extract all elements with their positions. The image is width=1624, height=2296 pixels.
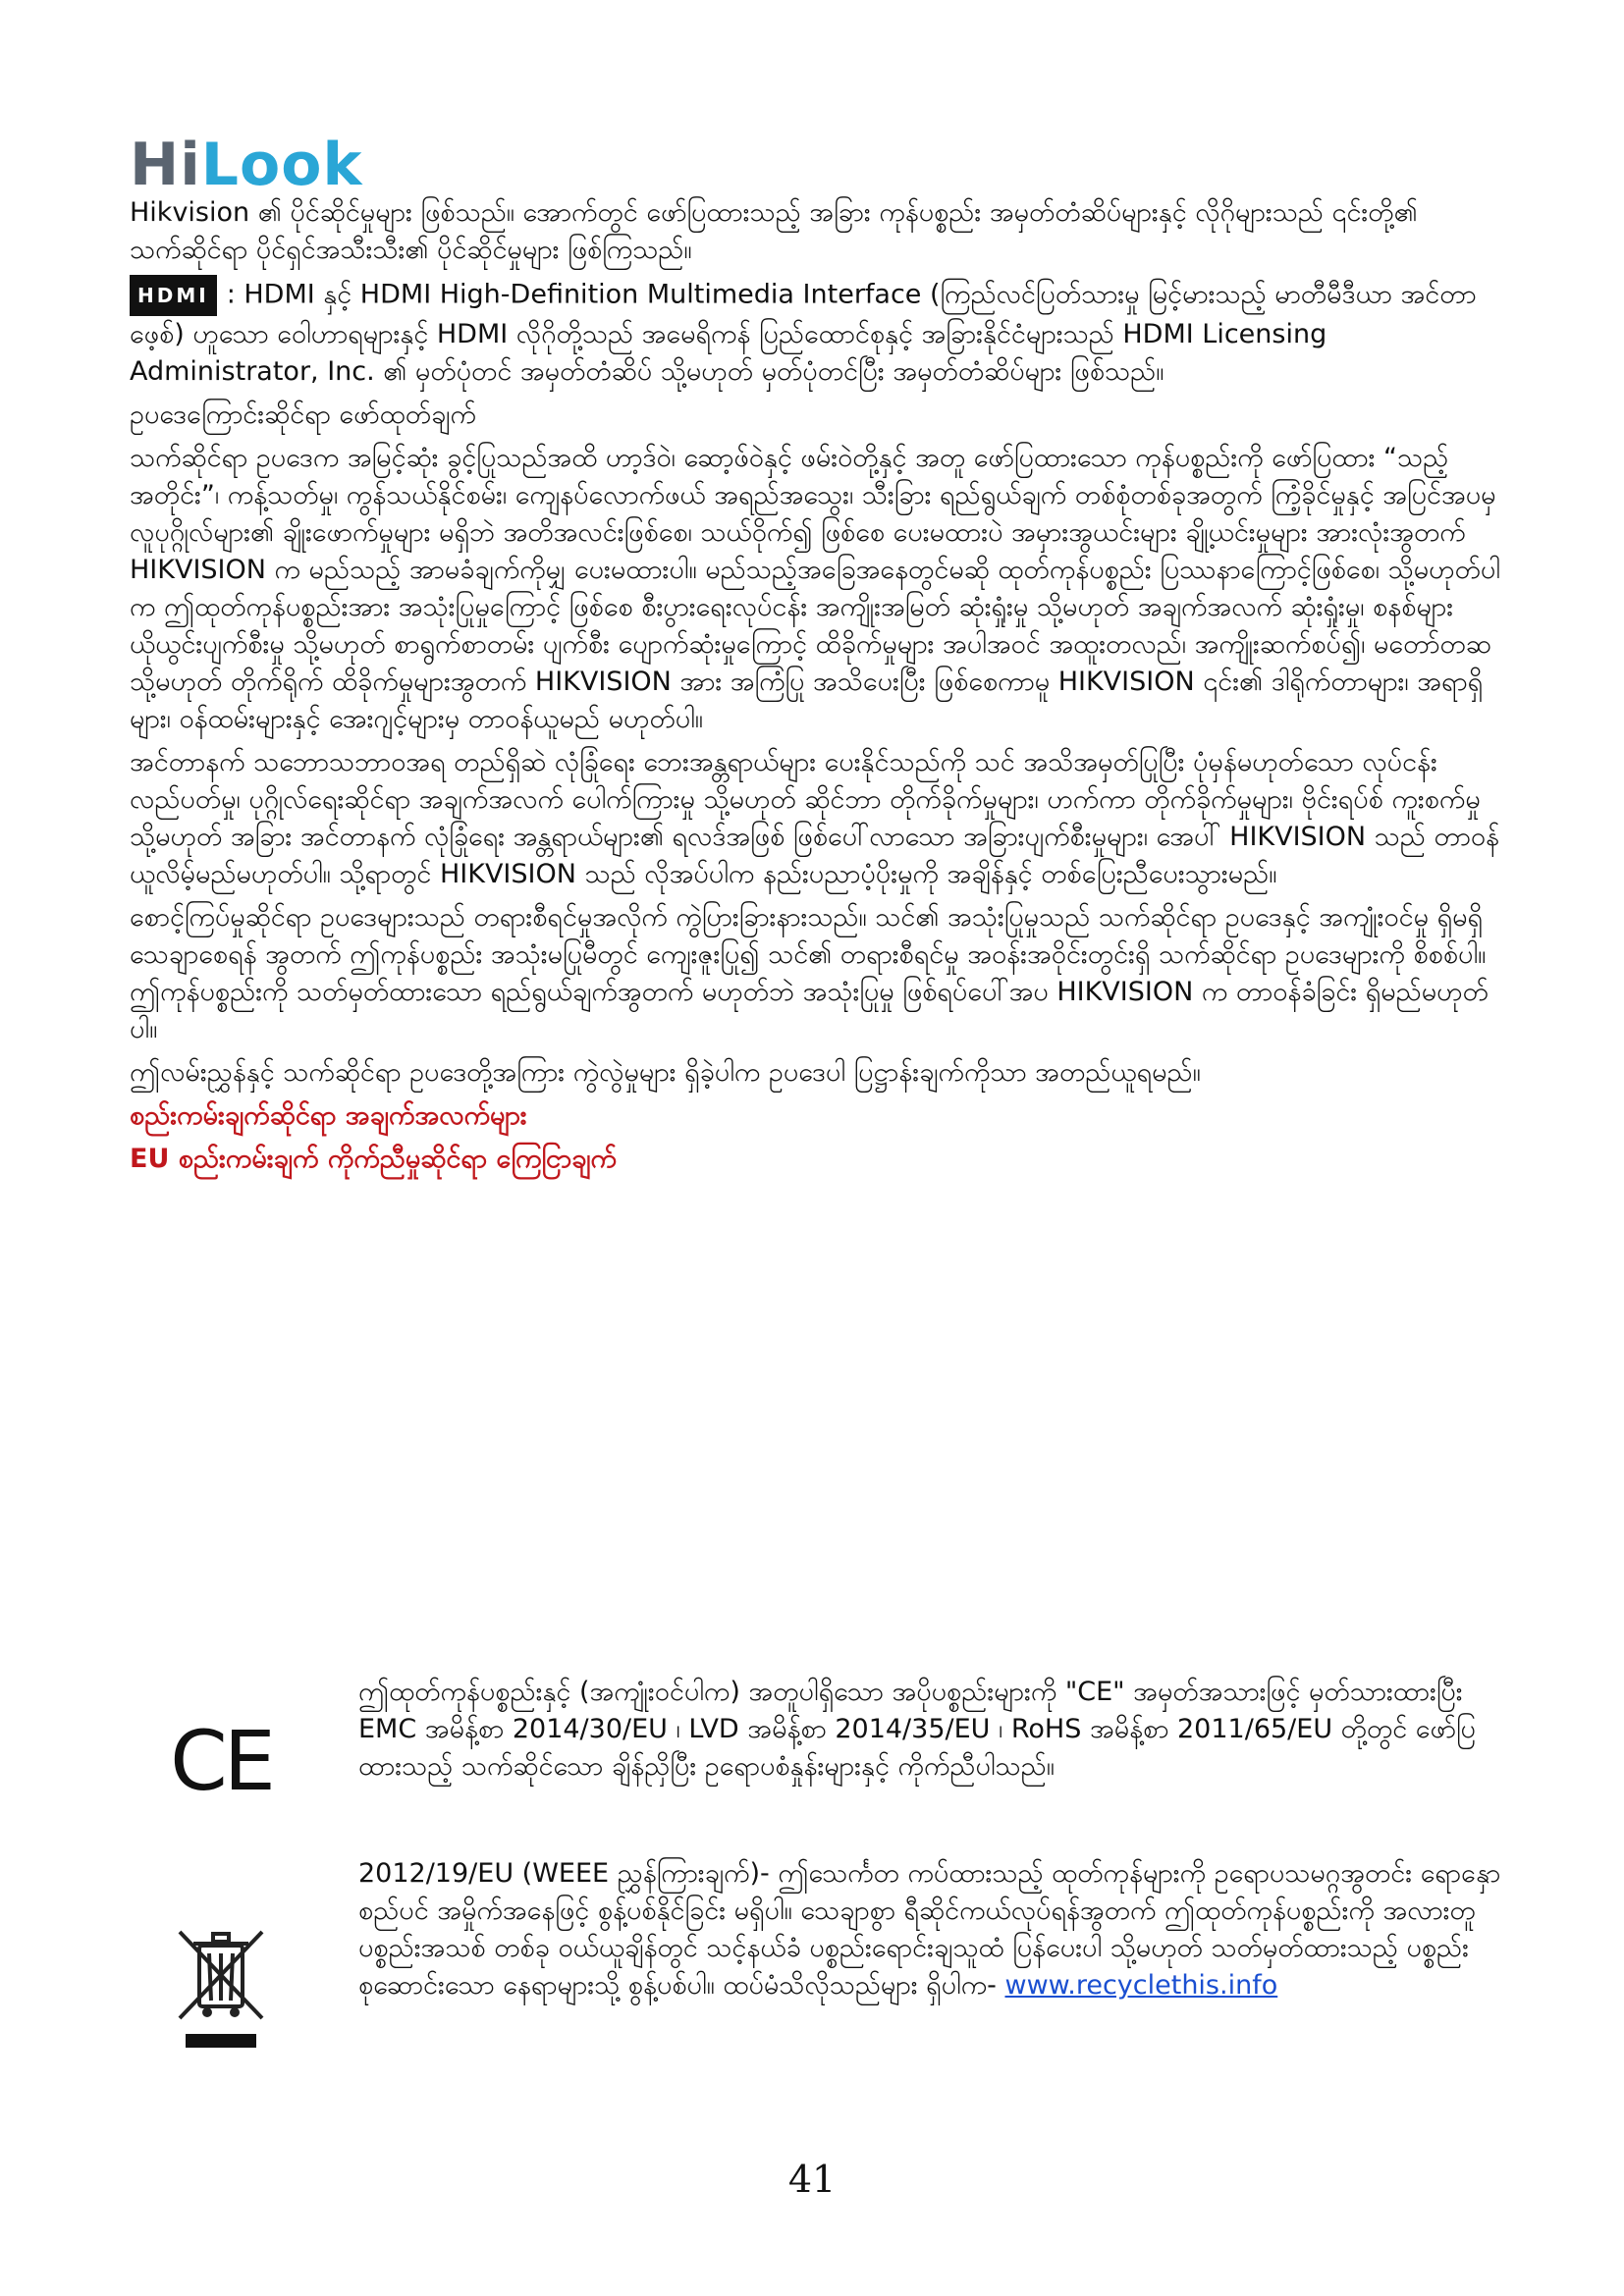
hdmi-text: : HDMI နှင့် HDMI High-Definition Multimedia Interface (ကြည်လင်ပြတ်သားမှု မြင့်မားသည့် မာတီမီဒီယာ အင်တာဖေ့စ်) ဟူသော ဝေါဟာရများနှင့် HDMI လိုဂိုတို့သည် အမေရိကန် ပြည်ထောင်စုနှင့် အခြားနိုင်ငံများသည် HDMI Licensing Administrator, Inc. ၏ မှတ်ပုံတင် အမှတ်တံဆိပ် သို့မဟုတ် မှတ်ပုံတင်ပြီး အမှတ်တံဆိပ်များ ဖြစ်သည်။ <box>130 279 1477 387</box>
regulatory-heading: စည်းကမ်းချက်ဆိုင်ရာ အချက်အလက်များ <box>130 1100 527 1131</box>
weee-paragraph <box>358 1855 1507 2004</box>
trademark-paragraph: Hikvision ၏ ပိုင်ဆိုင်မှုများ ဖြစ်သည်။ အောက်တွင် ဖော်ပြထားသည့် အခြား ကုန်ပစ္စည်း အမှတ်တံဆိပ်များနှင့် လိုဂိုများသည် ၎င်းတို့၏ သက်ဆိုင်ရာ ပိုင်ရှင်အသီးသီး၏ ပိုင်ဆိုင်မှုများ ဖြစ်ကြသည်။ <box>130 197 1418 265</box>
hdmi-paragraph <box>130 275 1504 391</box>
ce-mark-icon: CE <box>170 1713 272 1809</box>
eu-compliance-heading: EU စည်းကမ်းချက် ကိုက်ညီမှုဆိုင်ရာ ကြေငြာချက် <box>130 1144 617 1174</box>
main-text <box>130 194 1504 1184</box>
logo-text-look: Look <box>200 131 363 199</box>
ce-paragraph: ဤထုတ်ကုန်ပစ္စည်းနှင့် (အကျုံးဝင်ပါက) အတူပါရှိသော အပိုပစ္စည်းများကို "CE" အမှတ်အသားဖြင့် မှတ်သားထားပြီး EMC အမိန့်စာ 2014/30/EU ၊ LVD အမိန့်စာ 2014/35/EU ၊ RoHS အမိန့်စာ 2011/65/EU တို့တွင် ဖော်ပြထားသည့် သက်ဆိုင်သော ချိန်ညှိပြီး ဥရောပစံနှုန်းများနှင့် ကိုက်ညီပါသည်။ <box>358 1677 1476 1782</box>
legal-paragraph-4: ဤလမ်းညွှန်နှင့် သက်ဆိုင်ရာ ဥပဒေတို့အကြား ကွဲလွဲမှုများ ရှိခဲ့ပါက ဥပဒေပါ ပြဋ္ဌာန်းချက်ကိုသာ အတည်ယူရမည်။ <box>130 1057 1201 1088</box>
weee-text: 2012/19/EU (WEEE ညွှန်ကြားချက်)- ဤသေင်္ကတ ကပ်ထားသည့် ထုတ်ကုန်များကို ဥရောပသမဂ္ဂအွတင်း ရောနှောစည်ပင် အမှိုက်အနေဖြင့် စွန့်ပစ်နိုင်ခြင်း မရှိပါ။ သေချာစွာ ရီဆိုင်ကယ်လုပ်ရန်အွတက် ဤထုတ်ကုန်ပစ္စည်းကို အလားတူ ပစ္စည်းအသစ် တစ်ခု ဝယ်ယူချိန်တွင် သင့်နယ်ခံ ပစ္စည်းရောင်းချသူထံ ပြန်ပေးပါ သို့မဟုတ် သတ်မှတ်ထားသည့် ပစ္စည်းစုဆောင်းသော နေရာများသို့ စွန့်ပစ်ပါ။ ထပ်မံသိလိုသည်များ ရှိပါက- <box>358 1858 1501 2001</box>
legal-paragraph-2: အင်တာနက် သဘောသဘာဝအရ တည်ရှိဆဲ လုံခြုံရေး ဘေးအန္တရာယ်များ ပေးနိုင်သည်ကို သင် အသိအမှတ်ပြုပြီး ပုံမှန်မဟုတ်သော လုပ်ငန်းလည်ပတ်မှု၊ ပုဂ္ဂိုလ်ရေးဆိုင်ရာ အချက်အလက် ပေါက်ကြားမှု သို့မဟုတ် ဆိုင်ဘာ တိုက်ခိုက်မှုများ၊ ဟက်ကာ တိုက်ခိုက်မှုများ၊ ဗိုင်းရပ်စ် ကူးစက်မှု သို့မဟုတ် အခြား အင်တာနက် လုံခြုံရေး အန္တရာယ်များ၏ ရလဒ်အဖြစ် ဖြစ်ပေါ်လာသော အခြားပျက်စီးမှုများ၊ အေပါ် HIKVISION သည် တာဝန်ယူလိမ့်မည်မဟုတ်ပါ။ သို့ရာတွင် HIKVISION သည် လိုအပ်ပါက နည်းပညာပံ့ပိုးမှုကို အချိန်နှင့် တစ်ပြေးညီပေးသွားမည်။ <box>130 747 1499 889</box>
page-number: 41 <box>787 2158 837 2201</box>
weee-bin-icon <box>147 1924 295 2065</box>
legal-paragraph-1: သက်ဆိုင်ရာ ဥပဒေက အမြင့်ဆုံး ခွင့်ပြုသည်အထိ ဟာ့ဒ်ဝဲ၊ ဆော့ဖ်ဝဲနှင့် ဖမ်းဝဲတို့နှင့် အတူ ဖော်ပြထားသော ကုန်ပစ္စည်းကို ဖော်ပြထား “သည့်အတိုင်း”၊ ကန့်သတ်မှု၊ ကွန်သယ်နိုင်စမ်း၊ ကျေနပ်လောက်ဖယ် အရည်အသွေး၊ သီးခြား ရည်ရွယ်ချက် တစ်စုံတစ်ခုအတွက် ကြံ့ခိုင်မှုနှင့် အပြင်အပမှ လူပုဂ္ဂိုလ်များ၏ ချိုးဖောက်မှုများ မရှိဘဲ အတိအလင်းဖြစ်စေ၊ သယ်ဝိုက်၍ ဖြစ်စေ ပေးမထားပဲ အမှားအွယင်းများ ချို့ယင်းမှုများ အားလုံးအွတက် HIKVISION က မည်သည့် အာမခံချက်ကိုမျှ ပေးမထားပါ။ မည်သည့်အခြေအနေတွင်မဆို ထုတ်ကုန်ပစ္စည်း ပြဿနာကြောင့်ဖြစ်စေ၊ သို့မဟုတ်ပါက ဤထုတ်ကုန်ပစ္စည်းအား အသုံးပြုမှုကြောင့် ဖြစ်စေ စီးပွားရေးလုပ်ငန်း အကျိုးအမြတ် ဆုံးရှုံးမှု သို့မဟုတ် အချက်အလက် ဆုံးရှုံးမှု၊ စနစ်များ ယိုယွင်းပျက်စီးမှု သို့မဟုတ် စာရွက်စာတမ်း ပျက်စီး ပျောက်ဆုံးမှုကြောင့် ထိခိုက်မှုများ အပါအဝင် အထူးတလည်၊ အကျိုးဆက်စပ်၍၊ မတော်တဆ သို့မဟုတ် တိုက်ရိုက် ထိခိုက်မှုများအွတက် HIKVISION အား အကြံပြု အသိပေးပြီး ဖြစ်စေကာမူ HIKVISION ၎င်း၏ ဒါရိုက်တာများ၊ အရာရှိများ၊ ဝန်ထမ်းများနှင့် အေးဂျင့်များမှ တာဝန်ယူမည် မဟုတ်ပါ။ <box>130 443 1500 734</box>
hilook-logo <box>130 131 363 199</box>
legal-heading: ဥပဒေကြောင်းဆိုင်ရာ ဖော်ထုတ်ချက် <box>130 400 476 430</box>
recyclethis-link[interactable]: www.recyclethis.info <box>1004 1970 1278 2001</box>
legal-paragraph-3: စောင့်ကြပ်မှုဆိုင်ရာ ဥပဒေများသည် တရားစီရင်မှုအလိုက် ကွဲပြားခြားနားသည်။ သင်၏ အသုံးပြုမှုသည် သက်ဆိုင်ရာ ဥပဒေနှင့် အကျုံးဝင်မှု ရှိမရှိ သေချာစေရန် အွတက် ဤကုန်ပစ္စည်း အသုံးမပြုမီတွင် ကျေးဇူးပြု၍ သင်၏ တရားစီရင်မှု အဝန်းအဝိုင်းတွင်းရှိ သက်ဆိုင်ရာ ဥပဒေများကို စိစစ်ပါ။ ဤကုန်ပစ္စည်းကို သတ်မှတ်ထားသော ရည်ရွယ်ချက်အွတက် မဟုတ်ဘဲ အသုံးပြုမှု ဖြစ်ရပ်ပေါ်အပ HIKVISION က တာဝန်ခံခြင်း ရှိမည်မဟုတ်ပါ။ <box>130 902 1489 1044</box>
logo-text-hi: Hi <box>130 131 201 199</box>
hdmi-logo-icon: HDMI <box>130 275 217 316</box>
